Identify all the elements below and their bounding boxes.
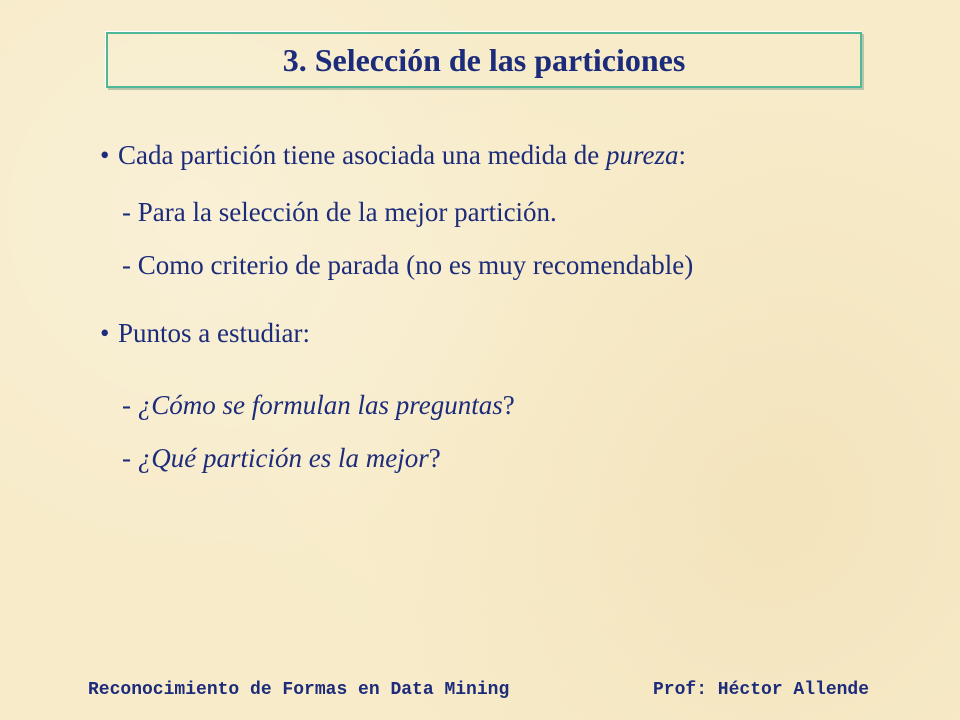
subitem-criterio-parada: - Como criterio de parada (no es muy recomendable) <box>122 250 694 280</box>
subitem-prefix: - <box>122 390 138 420</box>
bullet-item-pureza <box>100 140 686 171</box>
slide-title: 3. Selección de las particiones <box>282 42 686 78</box>
bullet-text: Puntos a estudiar: <box>118 318 310 348</box>
bullet-text: Cada partición tiene asociada una medida de <box>118 140 607 170</box>
bullet-italic-term: pureza <box>606 140 679 170</box>
subitem-suffix: ? <box>502 390 515 420</box>
subitem-question: ¿Qué partición es la mejor <box>137 443 429 473</box>
footer-professor: Prof: Héctor Allende <box>653 680 870 700</box>
bullet-icon: • <box>100 140 110 170</box>
subitem-que-particion <box>122 443 441 474</box>
title-box <box>106 32 862 88</box>
subitem-como-formulan <box>122 390 515 421</box>
bullet-suffix: : <box>678 140 687 170</box>
subitem-prefix: - <box>122 443 138 473</box>
subitem-question: ¿Cómo se formulan las preguntas <box>137 390 503 420</box>
bullet-item-puntos <box>100 318 310 349</box>
bullet-icon: • <box>100 318 110 348</box>
footer-course: Reconocimiento de Formas en Data Mining <box>88 680 510 700</box>
subitem-seleccion: - Para la selección de la mejor partición. <box>122 197 557 227</box>
subitem-suffix: ? <box>428 443 441 473</box>
